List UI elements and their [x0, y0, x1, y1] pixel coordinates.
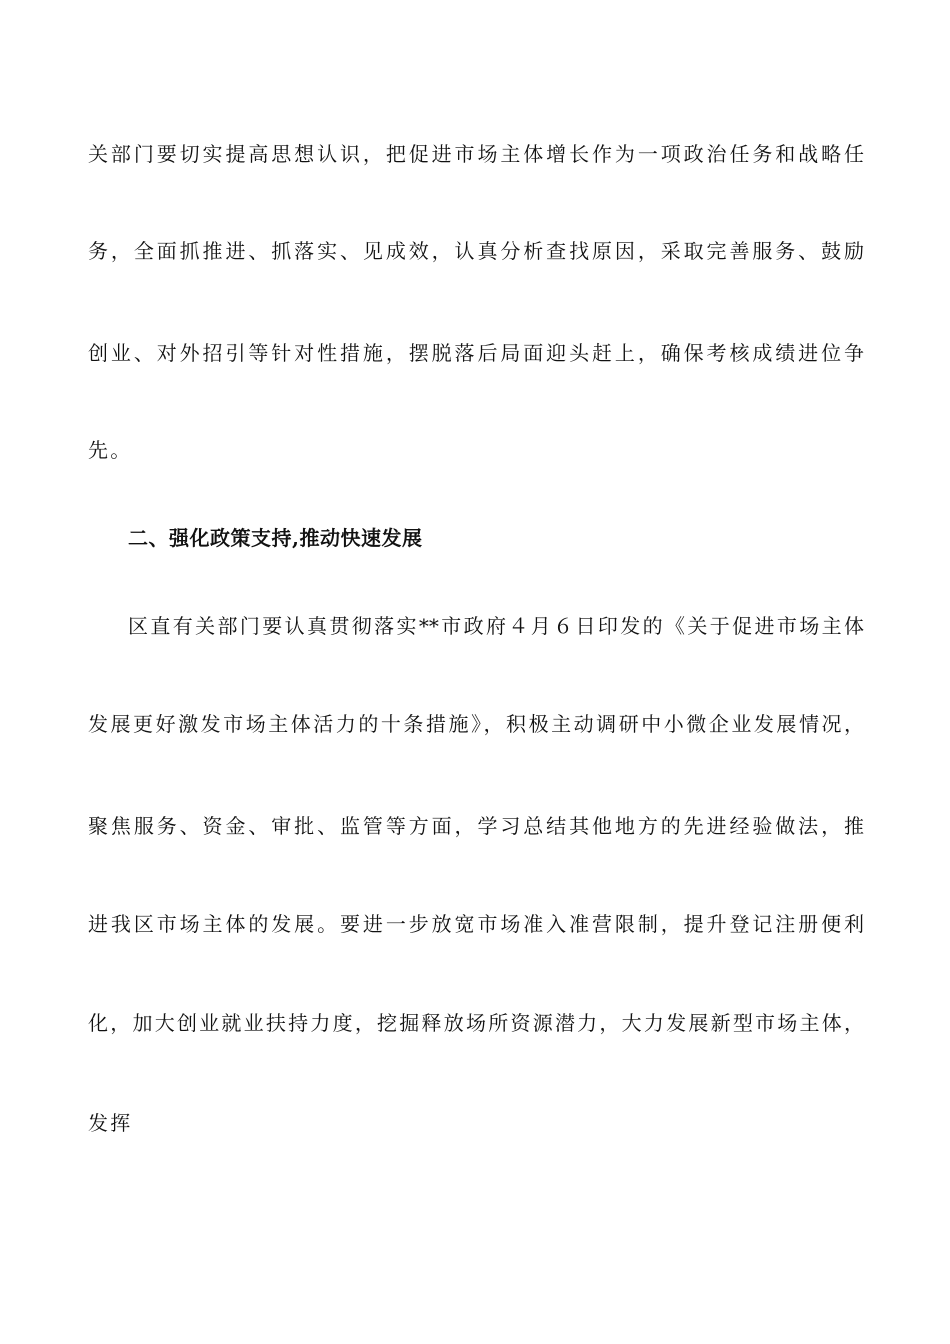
paragraph2-line-4: 进我区市场主体的发展。要进一步放宽市场准入准营限制，提升登记注册便利 — [88, 912, 864, 936]
paragraph1-line-4: 先。 — [88, 438, 133, 462]
paragraph1-line-3: 创业、对外招引等针对性措施，摆脱落后局面迎头赶上，确保考核成绩进位争 — [88, 341, 864, 365]
paragraph2-line-5: 化，加大创业就业扶持力度，挖掘释放场所资源潜力，大力发展新型市场主体， — [88, 1011, 864, 1035]
section-heading: 二、强化政策支持,推动快速发展 — [128, 526, 423, 550]
paragraph1-line-2: 务，全面抓推进、抓落实、见成效，认真分析查找原因，采取完善服务、鼓励 — [88, 239, 864, 263]
paragraph2-line-2: 发展更好激发市场主体活力的十条措施》，积极主动调研中小微企业发展情况， — [88, 712, 864, 736]
paragraph2-line-1: 区直有关部门要认真贯彻落实**市政府４月６日印发的《关于促进市场主体 — [128, 614, 864, 638]
paragraph2-line-3: 聚焦服务、资金、审批、监管等方面，学习总结其他地方的先进经验做法，推 — [88, 814, 864, 838]
paragraph2-line-6: 发挥 — [88, 1111, 133, 1135]
paragraph1-line-1: 关部门要切实提高思想认识，把促进市场主体增长作为一项政治任务和战略任 — [88, 142, 864, 166]
